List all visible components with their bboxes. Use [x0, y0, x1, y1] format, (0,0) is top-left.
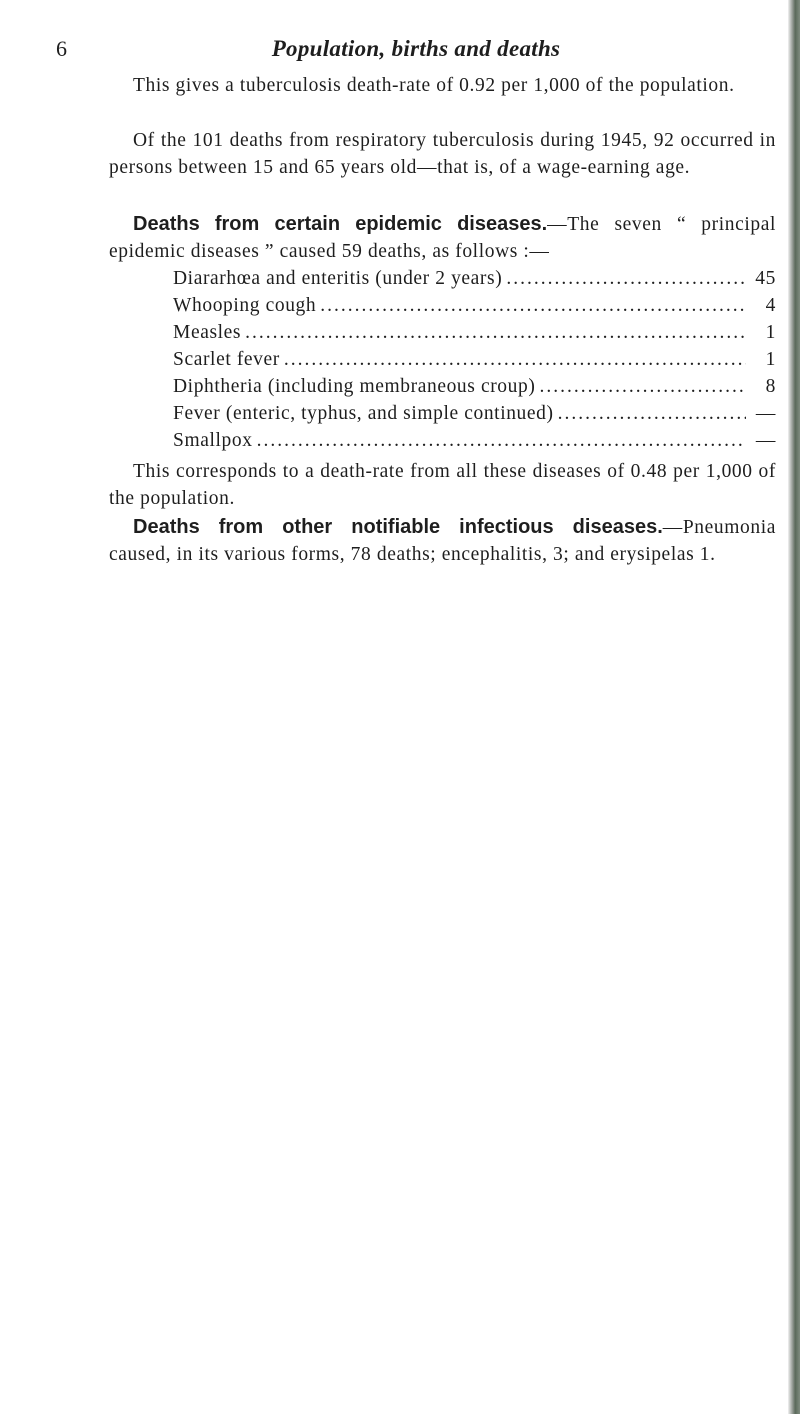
- page-number: 6: [56, 36, 67, 61]
- list-item: [173, 346, 776, 373]
- section-heading-notifiable: Deaths from other notifiable infectious diseases.: [133, 516, 663, 538]
- death-count: 45: [755, 268, 776, 289]
- death-count: 1: [765, 322, 776, 343]
- list-item: [173, 292, 776, 319]
- death-count: 1: [765, 349, 776, 370]
- death-count: 8: [765, 376, 776, 397]
- dot-leader: [257, 427, 746, 454]
- disease-label: Diararhœa and enteritis (under 2 years): [173, 268, 503, 289]
- dot-leader: [284, 346, 746, 373]
- list-item: [173, 265, 776, 292]
- death-count: —: [755, 403, 776, 424]
- death-count: 4: [765, 295, 776, 316]
- page-edge-shadow: [788, 0, 800, 1414]
- paragraph-epidemic-summary: This corresponds to a death-rate from all these diseases of 0.48 per 1,000 of the population.: [109, 461, 776, 509]
- disease-label: Whooping cough: [173, 295, 317, 316]
- epidemic-intro-text: —The seven “ principal epidemic diseases ” caused 59 deaths, as follows :—: [109, 214, 776, 262]
- dot-leader: [558, 400, 746, 427]
- paragraph-tuberculosis-rate: This gives a tuberculosis death-rate of 0.92 per 1,000 of the population.: [133, 75, 735, 96]
- dot-leader: [506, 265, 746, 292]
- disease-label: Scarlet fever: [173, 349, 280, 370]
- list-item: [173, 400, 776, 427]
- section-heading-epidemic: Deaths from certain epidemic diseases.: [133, 213, 548, 235]
- death-count: —: [755, 430, 776, 451]
- page-header: [56, 36, 776, 64]
- paragraph-notifiable-diseases: [109, 514, 776, 568]
- list-item: [173, 373, 776, 400]
- disease-label: Fever (enteric, typhus, and simple continued): [173, 403, 554, 424]
- epidemic-deaths-list: [173, 265, 776, 454]
- disease-label: Diphtheria (including membraneous croup): [173, 376, 536, 397]
- running-title: Population, births and deaths: [271, 36, 561, 61]
- dot-leader: [245, 319, 746, 346]
- disease-label: Measles: [173, 322, 242, 343]
- disease-label: Smallpox: [173, 430, 253, 451]
- paragraph-epidemic-intro: [109, 211, 776, 265]
- list-item: [173, 319, 776, 346]
- paragraph-respiratory-tuberculosis: Of the 101 deaths from respiratory tuberculosis during 1945, 92 occurred in persons between 15 and 65 years old—that is, of a wage-earning age.: [109, 130, 776, 178]
- list-item: [173, 427, 776, 454]
- notifiable-text: —Pneumonia caused, in its various forms, 78 deaths; encephalitis, 3; and erysipelas 1.: [109, 517, 776, 565]
- dot-leader: [539, 373, 746, 400]
- dot-leader: [320, 292, 746, 319]
